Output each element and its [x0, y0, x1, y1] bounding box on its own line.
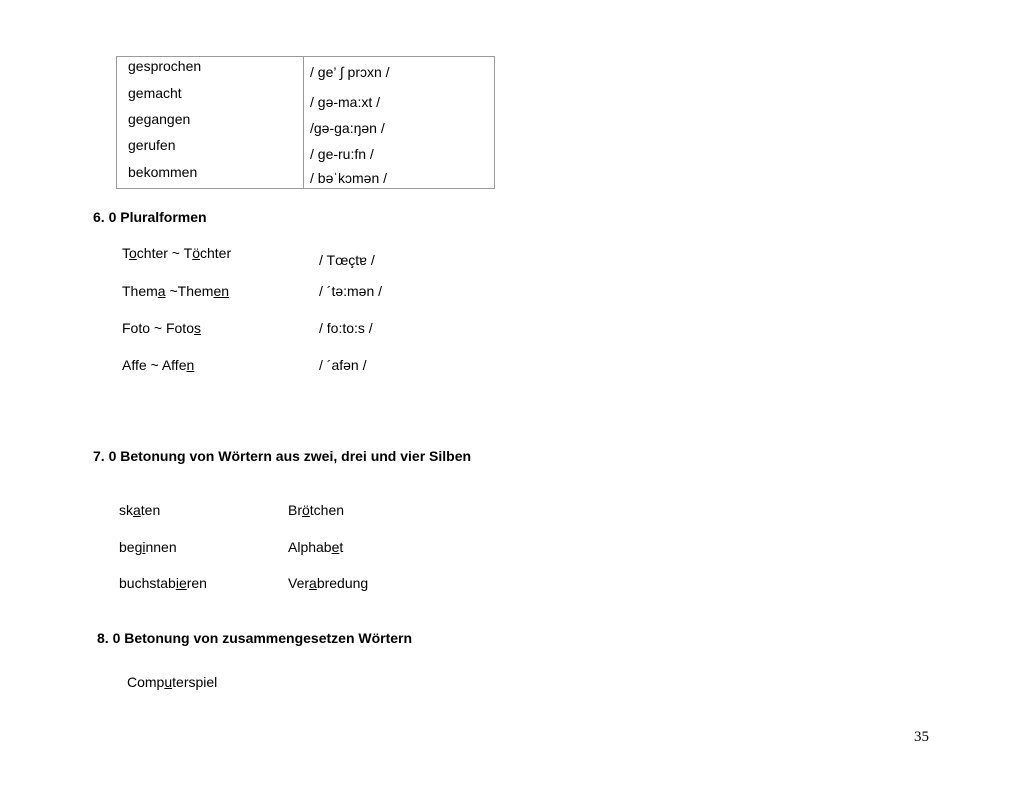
- plural-ipa: / ´afən /: [319, 357, 367, 373]
- syllable-word: buchstabieren: [119, 575, 207, 591]
- section-heading: 8. 0 Betonung von zusammengesetzen Wörtern: [97, 630, 413, 646]
- table-ipa: / ge’ ∫ prɔxn /: [310, 64, 390, 80]
- plural-pair: Foto ~ Fotos: [122, 320, 201, 336]
- table-ipa: /gə-ga:ŋən /: [310, 120, 385, 136]
- section-heading: 6. 0 Pluralformen: [93, 209, 207, 225]
- table-word: gesprochen: [128, 58, 202, 74]
- plural-pair: Thema ~Themen: [122, 283, 230, 299]
- plural-ipa: / ´tə:mən /: [319, 283, 383, 299]
- syllable-word: Verabredung: [288, 575, 369, 591]
- compound-word: Computerspiel: [127, 674, 218, 690]
- syllable-word: beginnen: [119, 539, 177, 555]
- plural-pair: Affe ~ Affen: [122, 357, 195, 373]
- syllable-word: skaten: [119, 502, 161, 518]
- table-ipa: / gə-ma:xt /: [310, 94, 381, 110]
- table-word: gerufen: [128, 137, 176, 153]
- table-word: gemacht: [128, 85, 182, 101]
- table-word: bekommen: [128, 164, 198, 180]
- syllable-word: Brötchen: [288, 502, 345, 518]
- table-ipa: / ge-ru:fn /: [310, 146, 374, 162]
- table-word: gegangen: [128, 111, 191, 127]
- plural-pair: Tochter ~ Töchter: [122, 245, 232, 261]
- table-ipa: / bəˈkɔmən /: [310, 170, 388, 186]
- syllable-word: Alphabet: [288, 539, 344, 555]
- section-heading: 7. 0 Betonung von Wörtern aus zwei, drei und vier Silben: [93, 448, 472, 464]
- page-number: 35: [914, 729, 929, 745]
- table-divider: [303, 56, 304, 189]
- plural-ipa: / fo:to:s /: [319, 320, 373, 336]
- plural-ipa: / Tœçtɐ /: [319, 252, 375, 268]
